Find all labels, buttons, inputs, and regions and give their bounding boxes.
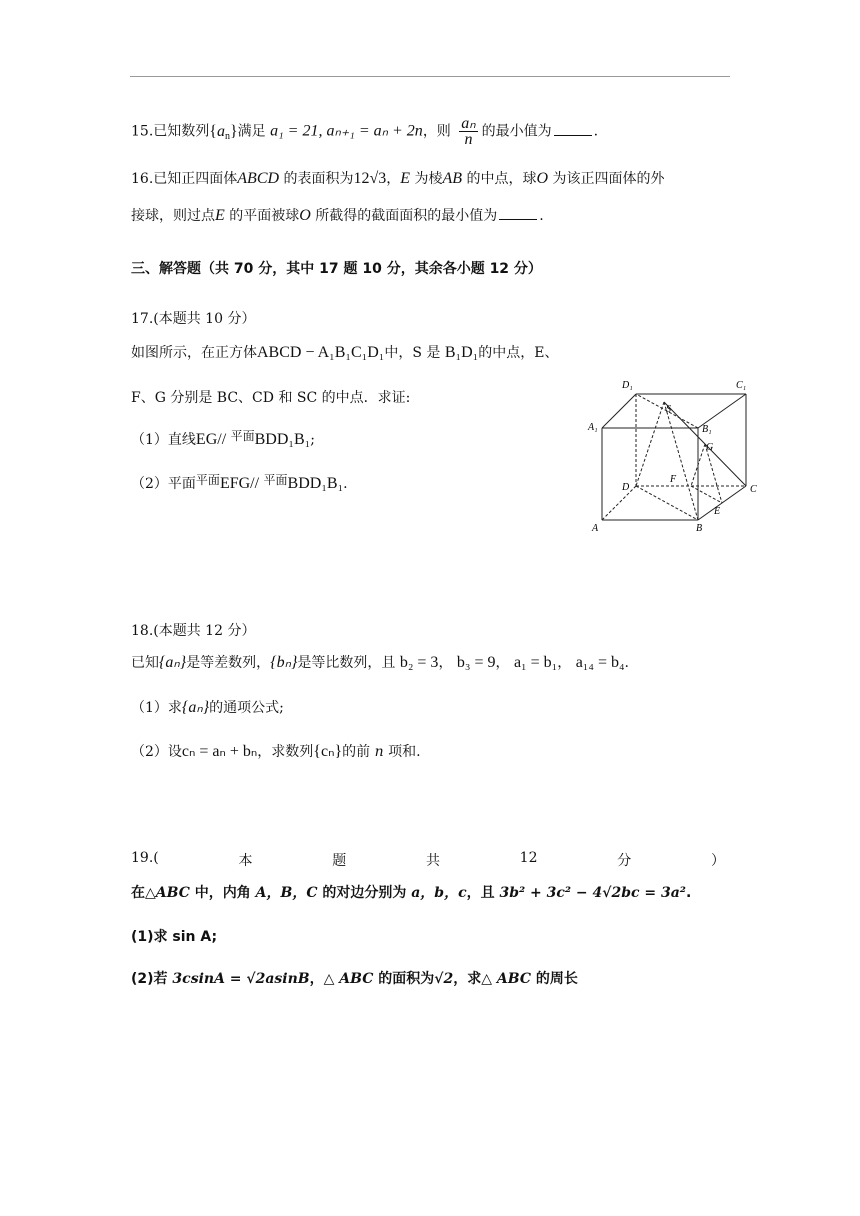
q19-h1: 本 xyxy=(238,853,253,869)
label-c: C xyxy=(750,484,757,495)
q18-n: n xyxy=(374,744,384,760)
q18-sep1: ， xyxy=(438,655,453,671)
question-16-line2 xyxy=(131,205,544,227)
question-16-line1 xyxy=(131,168,665,190)
q18-bn: bₙ xyxy=(276,654,291,671)
q17-l1b: 中，S 是 xyxy=(384,345,441,361)
q16-l2c: 所截得的截面面积的最小值为 xyxy=(315,208,498,224)
q18-p1b: 的通项公式; xyxy=(209,700,284,716)
q16-tetrahedron: ABCD xyxy=(237,170,280,187)
q15-frac-den: n xyxy=(464,131,473,148)
q19-p2a: (2)若 xyxy=(131,971,168,987)
label-s: S xyxy=(666,404,671,415)
q17-p1-plane: BDD₁B₁ xyxy=(254,431,311,448)
q18-cn-def: cₙ = aₙ + bₙ xyxy=(181,743,258,760)
q19-end: . xyxy=(685,885,692,901)
q19-line1 xyxy=(131,882,691,904)
q16-l1c: ， xyxy=(386,171,401,187)
q18-p2c: 的前 xyxy=(342,744,371,760)
q17-b1d1: B₁D₁ xyxy=(444,344,479,361)
q19-sides: a，b，c xyxy=(411,885,467,901)
q19-l1c: 的对边分别为 xyxy=(322,885,407,901)
q15-condition: a₁ = 21, aₙ₊₁ = aₙ + 2n xyxy=(270,122,423,140)
line-sd xyxy=(636,402,664,486)
q17-p1-end: ; xyxy=(310,432,315,448)
q18-sep3: ， xyxy=(557,655,572,671)
q19-l1d: ，且 xyxy=(466,885,495,901)
q18-p2b: ，求数列 xyxy=(257,744,314,760)
q15-seq-sub: n xyxy=(224,130,230,142)
q17-l1c: 的中点，E、 xyxy=(478,345,559,361)
q17-p2-plane-word: 平面 xyxy=(195,473,220,487)
section-3-title: 三、解答题（共 70 分，其中 17 题 10 分，其余各小题 12 分） xyxy=(131,261,542,277)
q17-p1b: 平面 xyxy=(230,429,255,443)
line-db xyxy=(636,486,698,520)
q15-number: 15. xyxy=(131,123,154,140)
q15-suffix: 的最小值为 xyxy=(481,123,552,140)
q19-p2c: 的面积为 xyxy=(378,971,435,987)
q15-answer-blank xyxy=(554,121,592,136)
q18-l1a: 已知 xyxy=(131,655,159,671)
label-b1: B₁ xyxy=(702,424,712,435)
q18-end: . xyxy=(624,655,629,671)
q18-l1c: 是等比数列，且 xyxy=(297,655,396,671)
q19-l1a: 在△ xyxy=(131,885,156,901)
q18-header: 18.(本题共 12 分） xyxy=(131,623,256,639)
q17-p1-eg: EG// xyxy=(195,431,227,448)
edge-d1a1 xyxy=(602,394,636,428)
label-b: B xyxy=(696,523,703,534)
q18-sep2: ， xyxy=(495,655,510,671)
q15-then: ，则 xyxy=(422,123,451,140)
q16-edge: AB xyxy=(442,170,463,187)
q18-cn: cₙ xyxy=(320,743,335,760)
q16-l2b: 的平面被球 xyxy=(229,208,300,224)
q17-part1 xyxy=(131,425,315,451)
q19-angles: A，B，C xyxy=(255,885,318,901)
edge-da xyxy=(602,486,636,520)
header-rule xyxy=(130,76,730,77)
q17-p1a: （1）直线 xyxy=(131,432,196,448)
q15-frac-num: aₙ xyxy=(461,115,476,132)
q17-line2: F、G 分别是 BC、CD 和 SC 的中点．求证: xyxy=(131,390,411,406)
cube-figure xyxy=(586,374,756,540)
q16-point-e: E xyxy=(400,170,411,187)
q16-l1d: 为棱 xyxy=(414,171,443,187)
q16-area: 12√3 xyxy=(353,170,387,187)
q15-fraction xyxy=(459,116,477,147)
q18-p1a: （1）求 xyxy=(131,700,182,716)
q16-l1a: 16.已知正四面体 xyxy=(131,171,238,187)
q18-l1b: 是等差数列， xyxy=(186,655,271,671)
q19-p2-abc: ABC xyxy=(339,971,374,987)
q17-cube: ABCD − A₁B₁C₁D₁ xyxy=(257,344,385,361)
q16-l1e: 的中点，球 xyxy=(466,171,537,187)
q18-part2: （2）设cₙ = aₙ + bₙ，求数列{cₙ}的前 n 项和. xyxy=(131,743,421,760)
q16-ball-2: O xyxy=(299,207,311,224)
q19-p2-abc-2: ABC xyxy=(496,971,531,987)
q15-prefix: 已知数列 xyxy=(153,123,210,140)
label-a: A xyxy=(592,523,599,534)
q18-cond1: b₂ = 3 xyxy=(399,654,439,671)
q19-p2e: 的周长 xyxy=(535,971,578,987)
q15-end: . xyxy=(593,123,599,140)
q17-l1a: 如图所示，在正方体 xyxy=(131,345,257,361)
q19-header xyxy=(131,850,725,870)
question-15: 15.已知数列$\{a_n\}$满足 a₁ = 21, aₙ₊₁ = aₙ + 2n，则 $\frac{\text{aₙ}}{n}$ 的最小值为 . xyxy=(131,115,599,148)
q17-p2b: 平面 xyxy=(263,473,288,487)
q16-l2a: 接球，则过点 xyxy=(131,208,215,224)
q17-part2 xyxy=(131,469,348,495)
q15-seq: a xyxy=(216,122,225,140)
q17-p2a: （2）平面 xyxy=(131,476,196,492)
q18-cond4: a₁₄ = b₄ xyxy=(575,654,625,671)
q18-line1: 已知{aₙ}是等差数列，{bₙ}是等比数列，且 b₂ = 3， b₃ = 9， a₁ = b₁， a₁₄ = b₄. xyxy=(131,654,629,671)
q19-equation: 3b² + 3c² − 4√2bc = 3a² xyxy=(499,885,686,901)
q16-point-e-2: E xyxy=(215,207,225,224)
q16-l1b: 的表面积为 xyxy=(283,171,354,187)
q19-p2b: ，△ xyxy=(309,971,335,987)
q18-an: aₙ xyxy=(165,654,180,671)
q19-p2d: ，求△ xyxy=(453,971,493,987)
q17-p2-end: . xyxy=(343,476,348,492)
label-e: E xyxy=(714,506,721,517)
label-c1: C₁ xyxy=(736,380,747,391)
q18-p2a: （2）设 xyxy=(131,744,182,760)
q19-h0: 19.( xyxy=(131,850,159,866)
q17-header: 17.(本题共 10 分） xyxy=(131,311,256,327)
q18-p1-an: aₙ xyxy=(188,699,203,716)
q19-part2 xyxy=(131,968,578,990)
q18-p2d: 项和. xyxy=(388,744,421,760)
label-d1: D₁ xyxy=(622,380,633,391)
q19-h5: 分 xyxy=(617,853,632,869)
q16-l1f: 为该正四面体的外 xyxy=(552,171,665,187)
q19-h6: ） xyxy=(710,853,725,869)
label-a1: A₁ xyxy=(588,422,598,433)
q17-p2-plane: BDD₁B₁ xyxy=(287,475,344,492)
q15-mid: 满足 xyxy=(237,123,266,140)
edge-c1b1 xyxy=(698,394,746,428)
q17-p2-efg: EFG// xyxy=(219,475,260,492)
q19-l1b: 中，内角 xyxy=(194,885,251,901)
q19-h4: 12 xyxy=(519,850,538,866)
q19-part1: (1)求 sin A; xyxy=(131,929,218,945)
q19-abc: ABC xyxy=(155,885,190,901)
q17-line1 xyxy=(131,342,558,364)
label-f: F xyxy=(670,474,677,485)
label-g: G xyxy=(706,442,714,453)
q19-h3: 共 xyxy=(425,853,440,869)
q16-answer-blank xyxy=(499,205,537,220)
q19-h2: 题 xyxy=(332,853,347,869)
q16-ball: O xyxy=(536,170,549,187)
q18-cond3: a₁ = b₁ xyxy=(513,654,558,671)
label-d: D xyxy=(622,482,630,493)
q16-end: . xyxy=(539,208,544,224)
q18-part1: （1）求{aₙ}的通项公式; xyxy=(131,699,284,716)
q19-p2-eq: 3csinA = √2asinB xyxy=(172,971,310,987)
q18-cond2: b₃ = 9 xyxy=(456,654,496,671)
q19-area: √2 xyxy=(434,971,454,987)
